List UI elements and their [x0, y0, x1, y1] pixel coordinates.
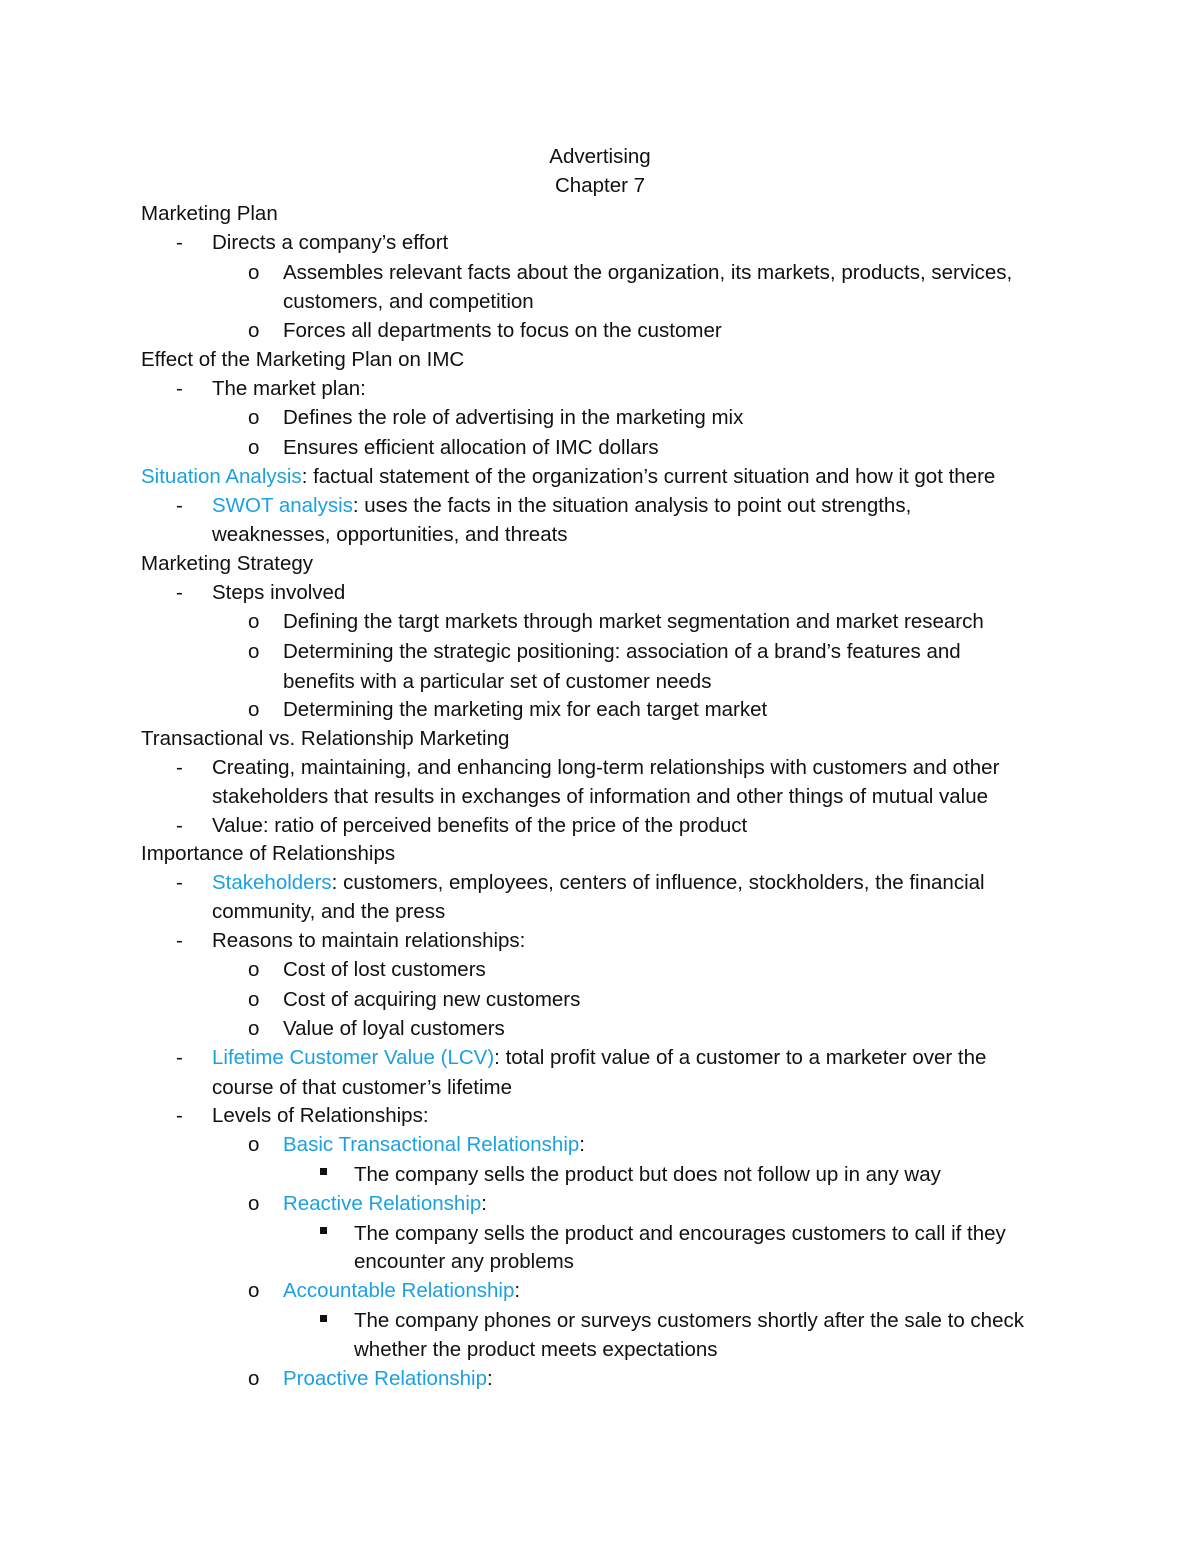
list-item: [283, 1130, 585, 1160]
dash-bullet: -: [176, 581, 183, 604]
circle-bullet: o: [248, 1367, 260, 1390]
circle-bullet: o: [248, 1279, 260, 1302]
section-heading: Effect of the Marketing Plan on IMC: [141, 348, 465, 371]
circle-bullet: o: [248, 436, 260, 459]
dash-bullet: -: [176, 1046, 183, 1069]
list-item: Levels of Relationships:: [212, 1104, 429, 1127]
section-heading-term-line: [141, 462, 995, 492]
list-item: [212, 1043, 986, 1073]
list-item: Determining the strategic positioning: association of a brand’s features and: [283, 640, 961, 663]
list-item: Determining the marketing mix for each target market: [283, 698, 768, 721]
document-subtitle: Chapter 7: [554, 174, 646, 197]
list-item: The market plan:: [212, 377, 366, 400]
circle-bullet: o: [248, 406, 260, 429]
list-item: Forces all departments to focus on the customer: [283, 319, 722, 342]
section-heading: Marketing Strategy: [141, 552, 314, 575]
circle-bullet: o: [248, 698, 260, 721]
list-item: Defines the role of advertising in the marketing mix: [283, 406, 744, 429]
key-term: Accountable Relationship: [283, 1279, 515, 1302]
definition-text: : customers, employees, centers of influence, stockholders, the financial: [331, 871, 985, 894]
key-term: Situation Analysis: [141, 465, 302, 488]
list-item: Steps involved: [212, 581, 346, 604]
dash-bullet: -: [176, 871, 183, 894]
list-item-continuation: stakeholders that results in exchanges of information and other things of mutual value: [212, 785, 989, 808]
list-item: The company sells the product and encourages customers to call if they: [354, 1222, 1006, 1245]
circle-bullet: o: [248, 610, 260, 633]
key-term: Proactive Relationship: [283, 1367, 487, 1390]
list-item: The company sells the product but does not follow up in any way: [354, 1163, 941, 1186]
list-item-continuation: customers, and competition: [283, 290, 534, 313]
list-item: Defining the targt markets through market segmentation and market research: [283, 610, 984, 633]
dash-bullet: -: [176, 231, 183, 254]
circle-bullet: o: [248, 1017, 260, 1040]
definition-text: : factual statement of the organization’s current situation and how it got there: [301, 465, 996, 488]
list-item: Reasons to maintain relationships:: [212, 929, 526, 952]
circle-bullet: o: [248, 958, 260, 981]
document-title: Advertising: [549, 145, 651, 168]
square-bullet: [320, 1168, 327, 1175]
dash-bullet: -: [176, 814, 183, 837]
key-term: Lifetime Customer Value (LCV): [212, 1046, 495, 1069]
list-item-continuation: encounter any problems: [354, 1250, 574, 1273]
dash-bullet: -: [176, 1104, 183, 1127]
list-item: [283, 1364, 493, 1394]
list-item: Ensures efficient allocation of IMC dollars: [283, 436, 659, 459]
key-term: Stakeholders: [212, 871, 332, 894]
section-heading: Importance of Relationships: [141, 842, 396, 865]
list-item: [212, 491, 911, 521]
list-item-continuation: benefits with a particular set of customer needs: [283, 670, 712, 693]
key-term: Reactive Relationship: [283, 1192, 482, 1215]
circle-bullet: o: [248, 988, 260, 1011]
list-item-continuation: whether the product meets expectations: [354, 1338, 718, 1361]
key-term: SWOT analysis: [212, 494, 353, 517]
definition-text: : uses the facts in the situation analysis to point out strengths,: [352, 494, 912, 517]
dash-bullet: -: [176, 756, 183, 779]
definition-text: :: [514, 1279, 521, 1302]
list-item: [212, 868, 985, 898]
circle-bullet: o: [248, 1133, 260, 1156]
dash-bullet: -: [176, 377, 183, 400]
list-item-continuation: community, and the press: [212, 900, 446, 923]
definition-text: :: [486, 1367, 493, 1390]
list-item-continuation: weaknesses, opportunities, and threats: [212, 523, 568, 546]
key-term: Basic Transactional Relationship: [283, 1133, 580, 1156]
list-item: Directs a company’s effort: [212, 231, 449, 254]
list-item: Value of loyal customers: [283, 1017, 505, 1040]
square-bullet: [320, 1315, 327, 1322]
definition-text: :: [579, 1133, 585, 1156]
list-item: [283, 1276, 520, 1306]
section-heading: Marketing Plan: [141, 202, 278, 225]
dash-bullet: -: [176, 494, 183, 517]
list-item: Creating, maintaining, and enhancing long-term relationships with customers and other: [212, 756, 1000, 779]
definition-text: :: [481, 1192, 487, 1215]
square-bullet: [320, 1227, 327, 1234]
list-item: [283, 1189, 487, 1219]
list-item: Assembles relevant facts about the organization, its markets, products, services,: [283, 261, 1013, 284]
definition-text: : total profit value of a customer to a marketer over the: [494, 1046, 987, 1069]
circle-bullet: o: [248, 1192, 260, 1215]
list-item: Cost of lost customers: [283, 958, 486, 981]
list-item: Value: ratio of perceived benefits of the price of the product: [212, 814, 748, 837]
circle-bullet: o: [248, 640, 260, 663]
list-item: The company phones or surveys customers shortly after the sale to check: [354, 1309, 1024, 1332]
list-item-continuation: course of that customer’s lifetime: [212, 1076, 513, 1099]
circle-bullet: o: [248, 319, 260, 342]
section-heading: Transactional vs. Relationship Marketing: [141, 727, 510, 750]
dash-bullet: -: [176, 929, 183, 952]
circle-bullet: o: [248, 261, 260, 284]
list-item: Cost of acquiring new customers: [283, 988, 581, 1011]
